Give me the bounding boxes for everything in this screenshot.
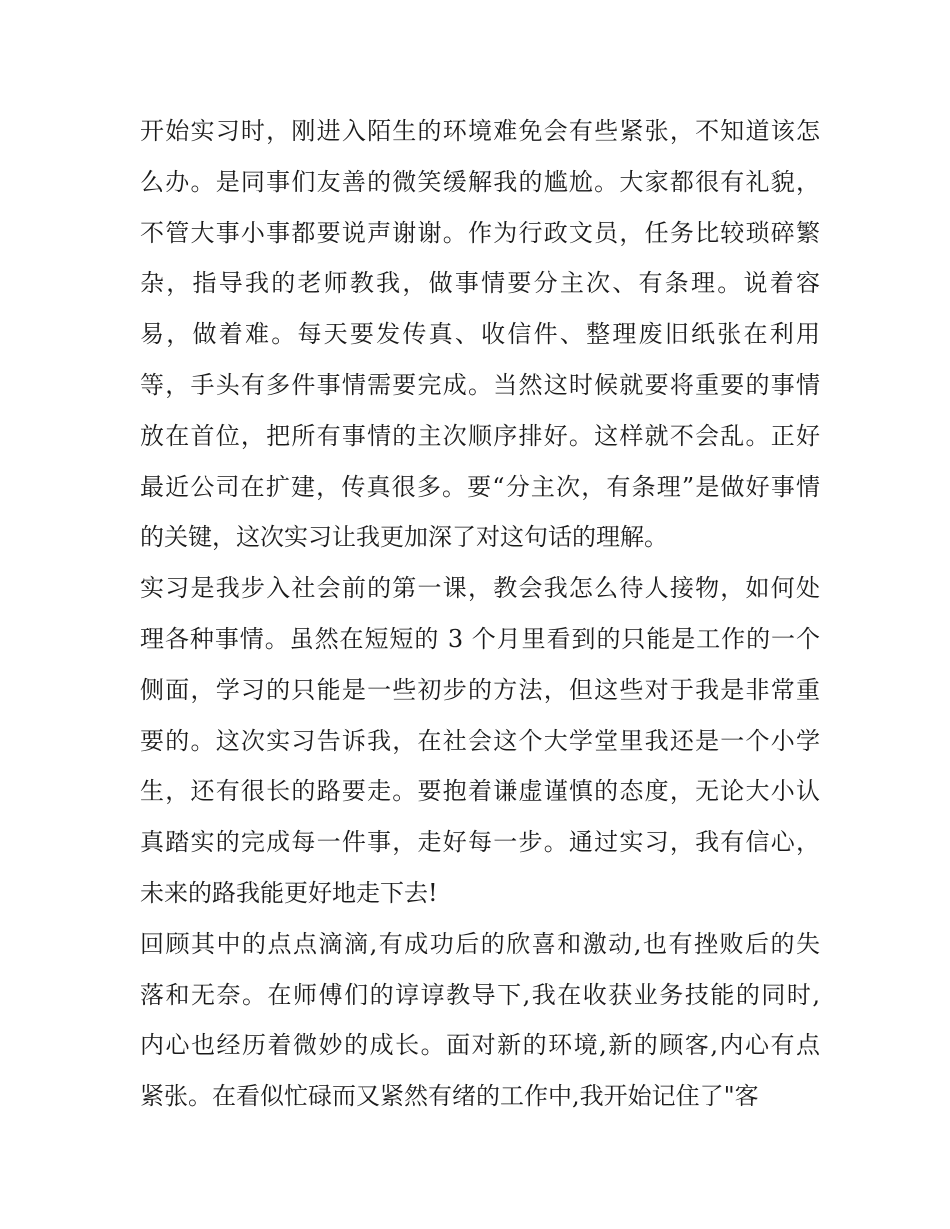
text-line: 杂，指导我的老师教我，做事情要分主次、有条理。说着容 xyxy=(140,269,820,298)
paragraph-1 xyxy=(140,106,820,563)
text-line: 内心也经历着微妙的成长。面对新的环境,新的顾客,内心有点 xyxy=(140,1031,820,1060)
text-line: 等，手头有多件事情需要完成。当然这时候就要将重要的事情 xyxy=(140,370,820,399)
text-line: 放在首位，把所有事情的主次顺序排好。这样就不会乱。正好 xyxy=(140,421,820,450)
text-line: 侧面，学习的只能是一些初步的方法，但这些对于我是非常重 xyxy=(140,675,820,704)
paragraph-2 xyxy=(140,563,820,919)
paragraph-3 xyxy=(140,919,820,1122)
text-line: 未来的路我能更好地走下去! xyxy=(140,878,438,907)
text-line: 的关键，这次实习让我更加深了对这句话的理解。 xyxy=(140,523,668,552)
text-line: 生，还有很长的路要走。要抱着谦虚谨慎的态度，无论大小认 xyxy=(140,777,820,806)
text-line: 要的。这次实习告诉我，在社会这个大学堂里我还是一个小学 xyxy=(140,726,820,755)
text-line: 不管大事小事都要说声谢谢。作为行政文员，任务比较琐碎繁 xyxy=(140,218,820,247)
text-line: 紧张。在看似忙碌而又紧然有绪的工作中,我开始记住了"客 xyxy=(140,1082,759,1111)
text-line: 么办。是同事们友善的微笑缓解我的尴尬。大家都很有礼貌， xyxy=(140,167,820,196)
text-line: 回顾其中的点点滴滴,有成功后的欣喜和激动,也有挫败后的失 xyxy=(140,929,820,958)
text-line: 真踏实的完成每一件事，走好每一步。通过实习，我有信心， xyxy=(140,828,820,857)
text-line: 实习是我步入社会前的第一课，教会我怎么待人接物，如何处 xyxy=(140,574,820,603)
text-line: 易，做着难。每天要发传真、收信件、整理废旧纸张在利用 xyxy=(140,320,820,349)
text-line: 最近公司在扩建，传真很多。要“分主次，有条理”是做好事情 xyxy=(140,472,820,501)
document-body xyxy=(140,106,820,1122)
text-line: 理各种事情。虽然在短短的 3 个月里看到的只能是工作的一个 xyxy=(140,624,820,653)
text-line: 落和无奈。在师傅们的谆谆教导下,我在收获业务技能的同时, xyxy=(140,980,820,1009)
text-line: 开始实习时，刚进入陌生的环境难免会有些紧张，不知道该怎 xyxy=(140,117,820,145)
